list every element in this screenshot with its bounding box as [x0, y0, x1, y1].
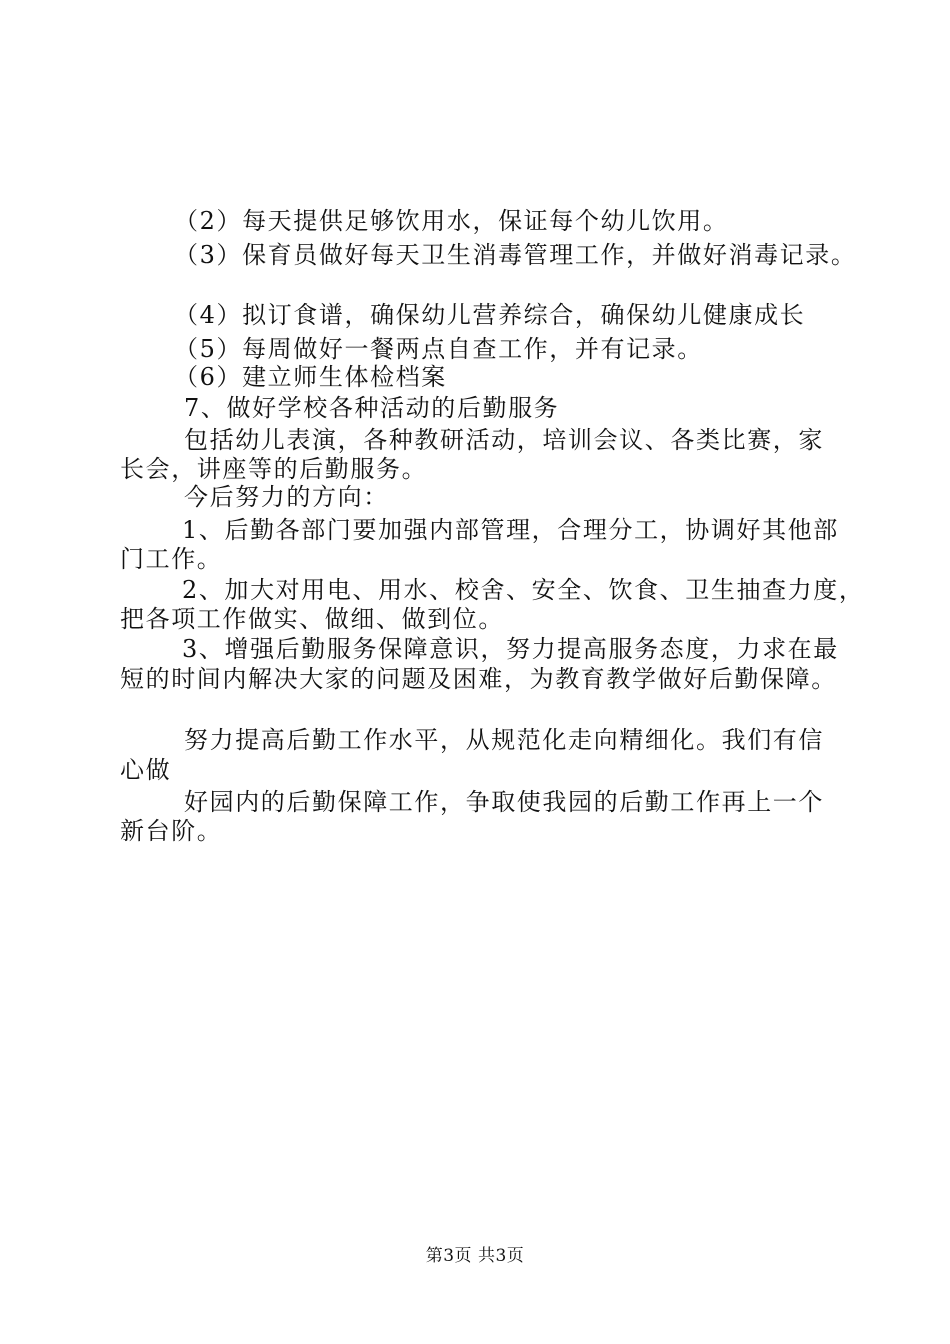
section-heading-7: 7、做好学校各种活动的后勤服务 — [184, 394, 560, 422]
paragraph-line: 长会，讲座等的后勤服务。 — [120, 455, 428, 483]
paragraph-line: 1、后勤各部门要加强内部管理，合理分工，协调好其他部 — [182, 516, 839, 544]
list-item-5: （5）每周做好一餐两点自查工作，并有记录。 — [174, 335, 703, 363]
paragraph-line: 短的时间内解决大家的问题及困难，为教育教学做好后勤保障。 — [120, 665, 837, 693]
paragraph-line: 3、增强后勤服务保障意识，努力提高服务态度，力求在最 — [182, 635, 839, 663]
paragraph-line: 新台阶。 — [120, 817, 223, 845]
paragraph-line: 好园内的后勤保障工作，争取使我园的后勤工作再上一个 — [184, 788, 824, 816]
list-item-4: （4）拟订食谱，确保幼儿营养综合，确保幼儿健康成长 — [174, 301, 806, 329]
list-item-2: （2）每天提供足够饮用水，保证每个幼儿饮用。 — [174, 207, 729, 235]
list-item-6: （6）建立师生体检档案 — [174, 363, 447, 391]
paragraph-line: 2、加大对用电、用水、校舍、安全、饮食、卫生抽查力度， — [182, 576, 865, 604]
paragraph-line: 把各项工作做实、做细、做到位。 — [120, 605, 504, 633]
paragraph-line: 包括幼儿表演，各种教研活动，培训会议、各类比赛，家 — [184, 426, 824, 454]
paragraph-line: 门工作。 — [120, 545, 223, 573]
paragraph-line: 心做 — [120, 756, 172, 784]
paragraph-line: 努力提高后勤工作水平，从规范化走向精细化。我们有信 — [184, 726, 824, 754]
list-item-3: （3）保育员做好每天卫生消毒管理工作，并做好消毒记录。 — [174, 241, 857, 269]
section-heading-future-direction: 今后努力的方向： — [184, 483, 389, 511]
page-footer: 第3页 共3页 — [425, 1246, 525, 1266]
